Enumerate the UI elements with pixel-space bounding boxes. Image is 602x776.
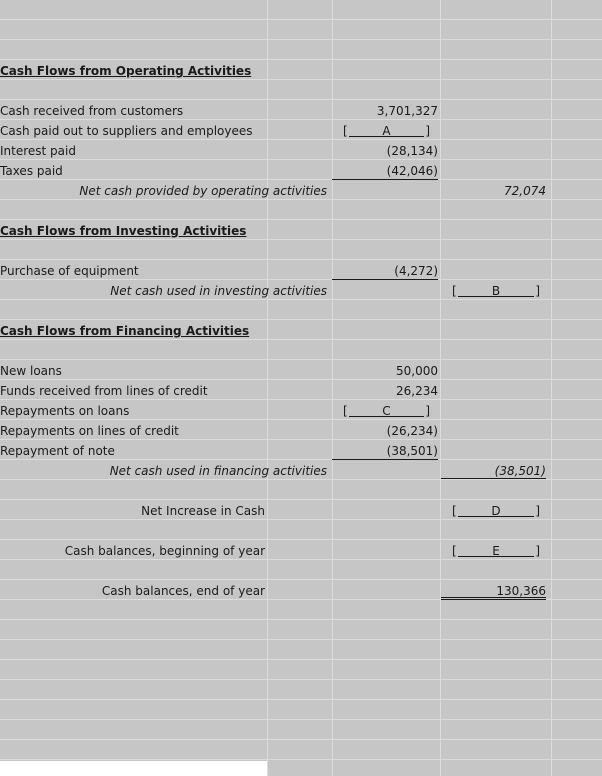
- table-row[interactable]: [0, 159, 602, 179]
- table-row[interactable]: [0, 399, 602, 419]
- investing-total-row[interactable]: [0, 279, 602, 299]
- row-value: (26,234): [386, 424, 438, 438]
- table-row[interactable]: [0, 139, 602, 159]
- total-value: 72,074: [504, 184, 546, 198]
- subtotal-rule: [332, 459, 438, 479]
- answer-blank-b[interactable]: [ B ]: [452, 284, 540, 298]
- investing-section-header: Cash Flows from Investing Activities: [0, 224, 247, 238]
- net-increase-label: Net Increase in Cash: [141, 504, 265, 518]
- net-increase-row[interactable]: [0, 499, 602, 519]
- table-row[interactable]: [0, 379, 602, 399]
- row-label: Cash received from customers: [0, 104, 184, 118]
- row-value: (28,134): [386, 144, 438, 158]
- end-balance-value: 130,366: [441, 579, 546, 600]
- table-row[interactable]: [0, 99, 602, 119]
- operating-header-row[interactable]: [0, 59, 602, 79]
- financing-section-header: Cash Flows from Financing Activities: [0, 324, 250, 338]
- operating-total-row[interactable]: [0, 179, 602, 199]
- answer-blank-a[interactable]: [ A ]: [343, 124, 430, 138]
- row-label: Purchase of equipment: [0, 264, 139, 278]
- subtotal-rule: [332, 179, 438, 199]
- row-label: Repayments on loans: [0, 404, 130, 418]
- row-value: (4,272): [394, 264, 438, 278]
- answer-blank-e[interactable]: [ E ]: [452, 544, 540, 558]
- table-row[interactable]: [0, 439, 602, 459]
- total-value: (38,501): [441, 459, 546, 479]
- row-label: Interest paid: [0, 144, 76, 158]
- answer-blank-d[interactable]: [ D ]: [452, 504, 540, 518]
- end-balance-row[interactable]: [0, 579, 602, 599]
- row-value: (42,046): [386, 164, 438, 178]
- total-label: Net cash used in investing activities: [110, 284, 327, 298]
- row-value: 50,000: [396, 364, 438, 378]
- sheet-corner-area: [0, 761, 267, 776]
- investing-header-row[interactable]: [0, 219, 602, 239]
- row-label: Repayment of note: [0, 444, 115, 458]
- table-row[interactable]: [0, 119, 602, 139]
- row-label: New loans: [0, 364, 62, 378]
- operating-section-header: Cash Flows from Operating Activities: [0, 64, 252, 78]
- table-row[interactable]: [0, 359, 602, 379]
- beginning-balance-label: Cash balances, beginning of year: [64, 544, 265, 558]
- row-value: 26,234: [396, 384, 438, 398]
- financing-total-row[interactable]: [0, 459, 602, 479]
- answer-blank-c[interactable]: [ C ]: [343, 404, 430, 418]
- row-label: Cash paid out to suppliers and employees: [0, 124, 253, 138]
- financing-header-row[interactable]: [0, 319, 602, 339]
- row-label: Repayments on lines of credit: [0, 424, 179, 438]
- row-label: Funds received from lines of credit: [0, 384, 208, 398]
- subtotal-rule: [332, 279, 438, 299]
- end-balance-label: Cash balances, end of year: [101, 584, 265, 598]
- beginning-balance-row[interactable]: [0, 539, 602, 559]
- row-label: Taxes paid: [0, 164, 63, 178]
- table-row[interactable]: [0, 419, 602, 439]
- total-label: Net cash used in financing activities: [109, 464, 327, 478]
- table-row[interactable]: [0, 259, 602, 279]
- row-value: (38,501): [386, 444, 438, 458]
- total-label: Net cash provided by operating activities: [79, 184, 327, 198]
- row-value: 3,701,327: [376, 104, 438, 118]
